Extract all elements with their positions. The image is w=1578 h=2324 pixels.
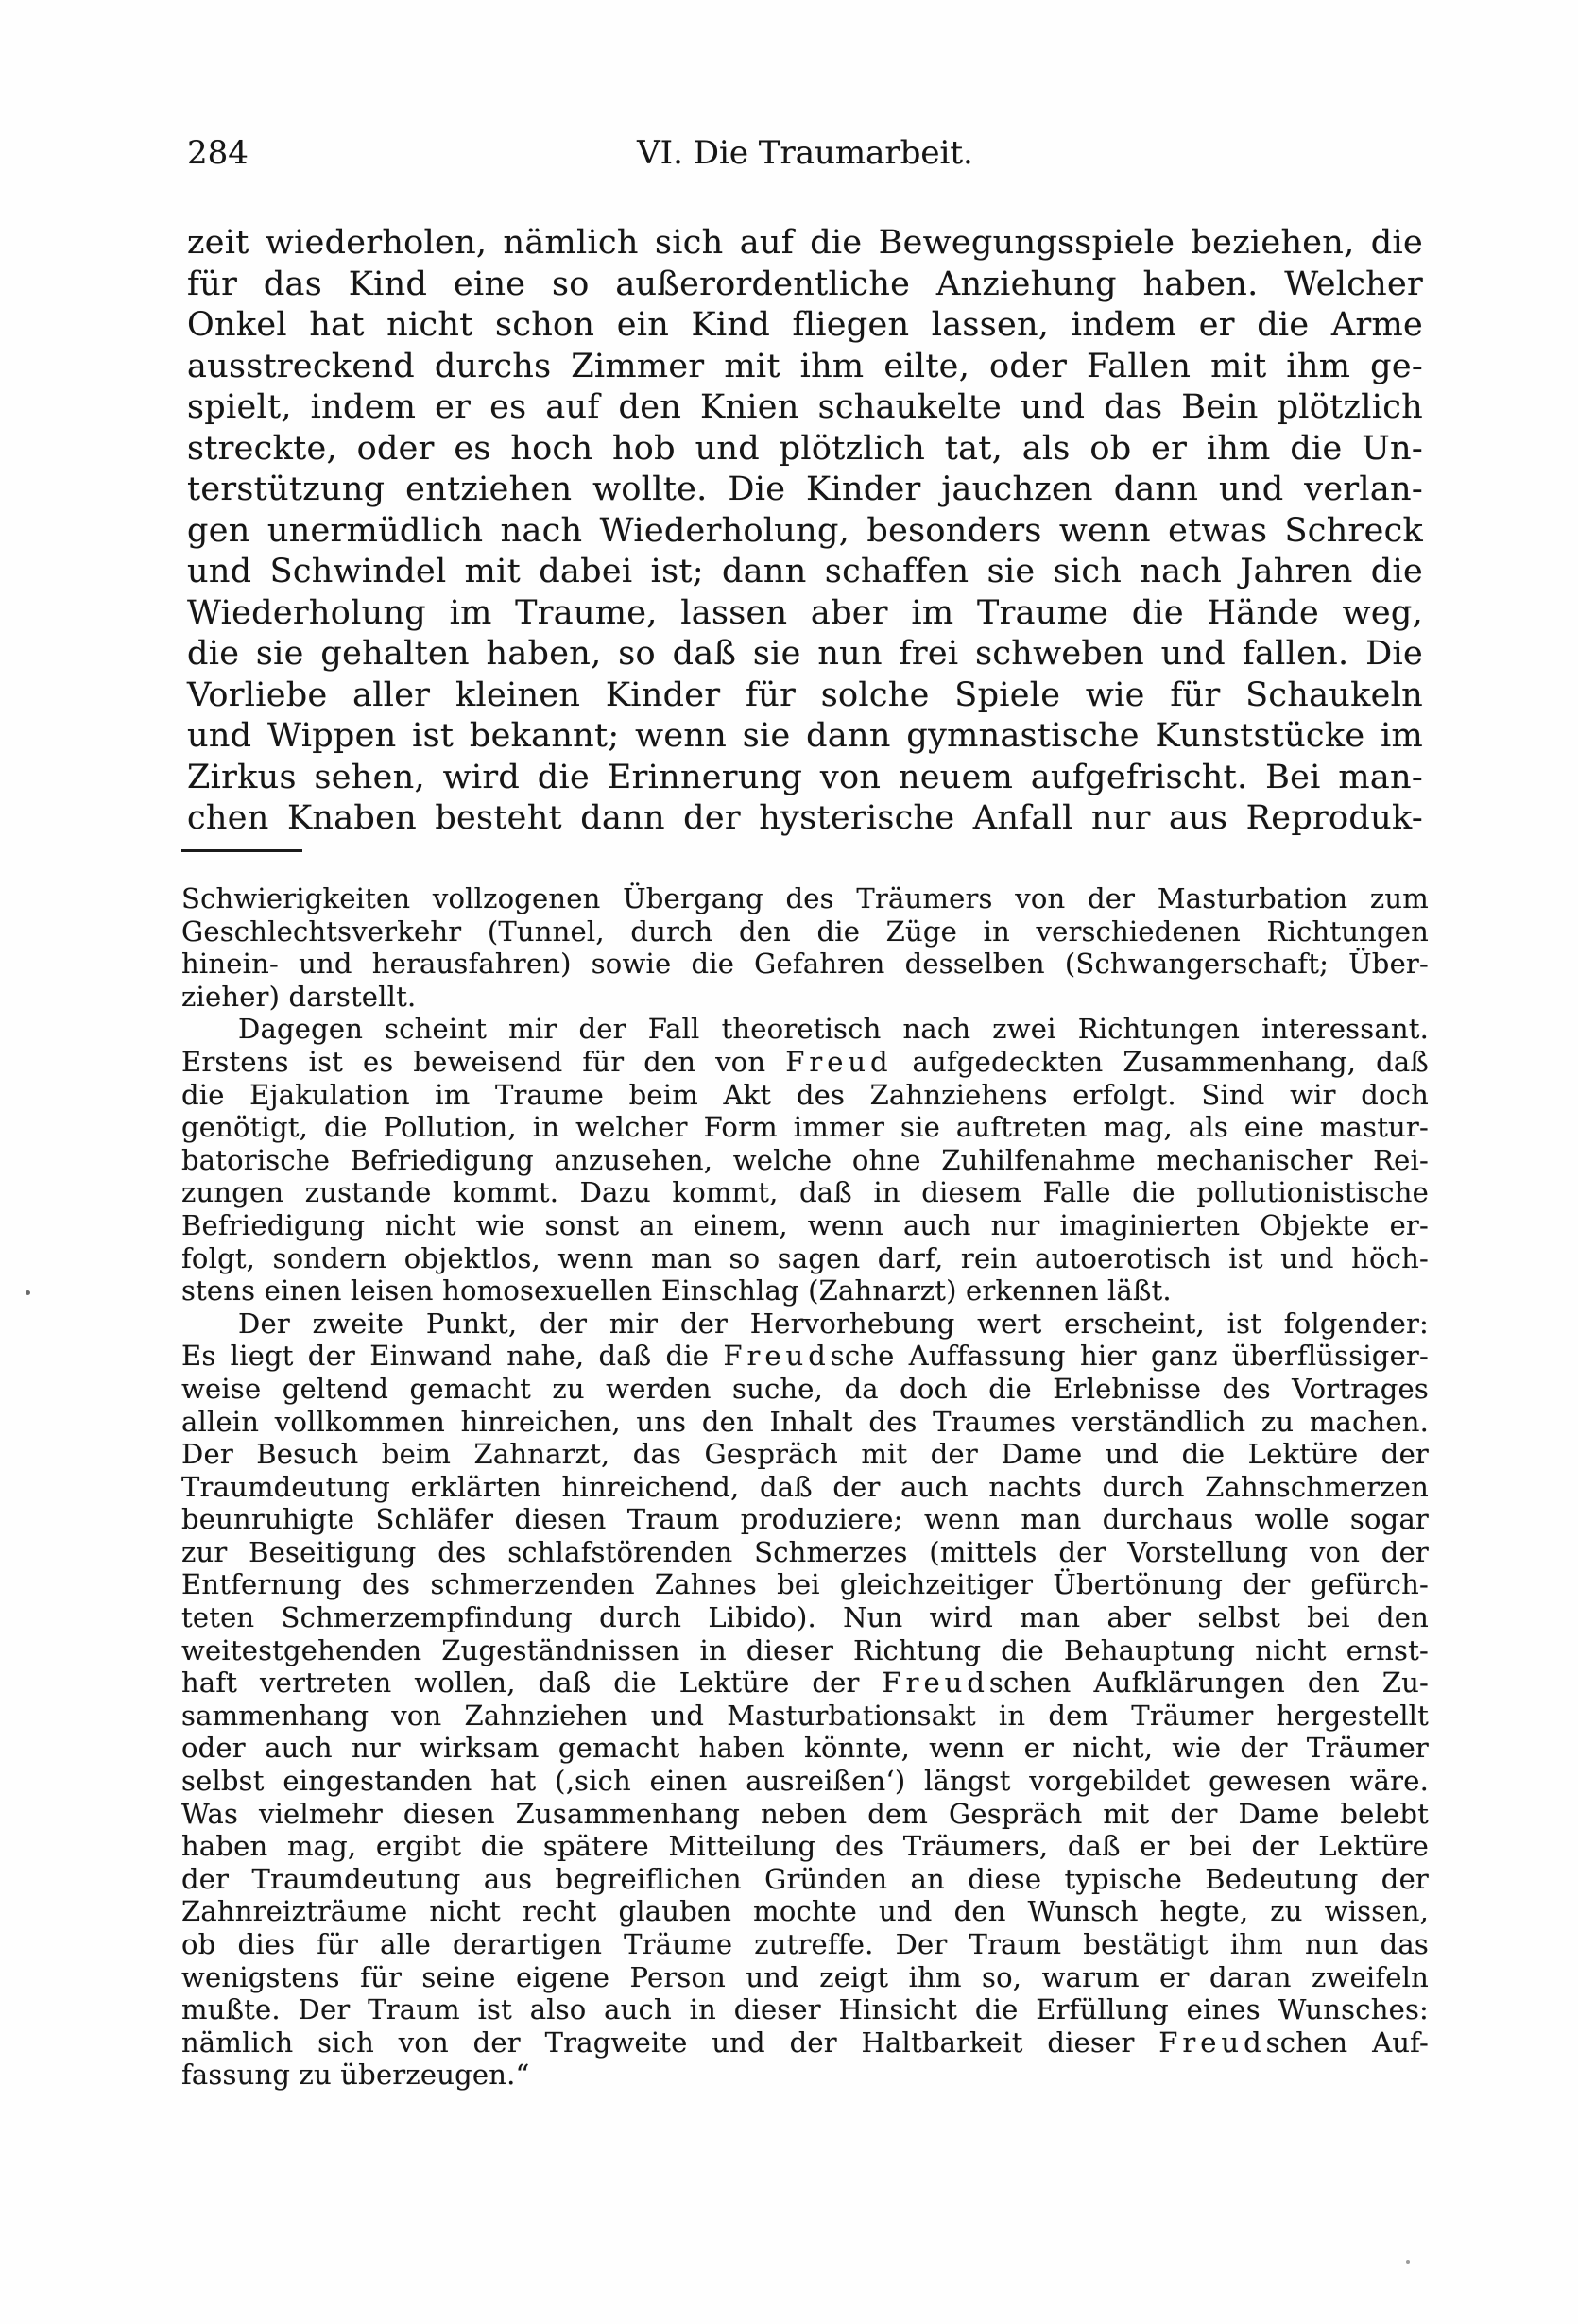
text-line: gen unermüdlich nach Wiederholung, besonders wenn etwas Schreck <box>187 511 1423 550</box>
text-line: oder auch nur wirksam gemacht haben könnte, wenn er nicht, wie der Träumer <box>181 1732 1429 1765</box>
main-text-block <box>187 223 1423 840</box>
text-line: die Ejakulation im Traume beim Akt des Zahnziehens erfolgt. Sind wir doch <box>181 1078 1429 1111</box>
text-line: zieher) darstellt. <box>181 980 417 1013</box>
text-line: allein vollkommen hinreichen, uns den Inhalt des Traumes verständlich zu machen. <box>181 1405 1429 1438</box>
text-line: Zirkus sehen, wird die Erinnerung von neuem aufgefrischt. Bei man- <box>187 758 1423 796</box>
text-line: wenigstens für seine eigene Person und zeigt ihm so, warum er daran zweifeln <box>181 1960 1429 1993</box>
text-line: Entfernung des schmerzenden Zahnes bei gleichzeitiger Übertönung der gefürch- <box>181 1568 1429 1601</box>
text-line: Zahnreizträume nicht recht glauben mochte und den Wunsch hegte, zu wissen, <box>181 1895 1429 1928</box>
text-line: die sie gehalten haben, so daß sie nun frei schweben und fallen. Die <box>187 635 1423 673</box>
text-line: genötigt, die Pollution, in welcher Form immer sie auftreten mag, als eine mastur- <box>181 1111 1429 1144</box>
text-line: Was vielmehr diesen Zusammenhang neben dem Gespräch mit der Dame belebt <box>181 1797 1429 1830</box>
text-line: Dagegen scheint mir der Fall theoretisch nach zwei Richtungen interessant. <box>238 1013 1429 1046</box>
text-line: nämlich sich von der Tragweite und der Haltbarkeit dieser Freudschen Auf- <box>181 2025 1429 2059</box>
running-header <box>185 134 1425 176</box>
text-line: batorische Befriedigung anzusehen, welche ohne Zuhilfenahme mechanischer Rei- <box>181 1143 1429 1176</box>
letterspaced-name: Freud <box>723 1340 831 1373</box>
letterspaced-name: Freud <box>1158 2025 1266 2059</box>
text-line: Befriedigung nicht wie sonst an einem, wenn auch nur imaginierten Objekte er- <box>181 1208 1429 1241</box>
text-line: zur Beseitigung des schlafstörenden Schmerzes (mittels der Vorstellung von der <box>181 1535 1429 1568</box>
text-line: terstützung entziehen wollte. Die Kinder jauchzen dann und verlan- <box>187 470 1423 508</box>
text-line: fassung zu überzeugen.“ <box>181 2059 530 2092</box>
text-line: Erstens ist es beweisend für den von Freud aufgedeckten Zusammenhang, daß <box>181 1045 1429 1078</box>
text-line: Vorliebe aller kleinen Kinder für solche Spiele wie für Schaukeln <box>187 675 1423 714</box>
text-line: ausstreckend durchs Zimmer mit ihm eilte, oder Fallen mit ihm ge- <box>187 347 1423 385</box>
text-line: selbst eingestanden hat (‚sich einen ausreißen‘) längst vorgebildet gewesen wäre. <box>181 1765 1429 1798</box>
page-number: 284 <box>187 134 249 172</box>
text-line: Traumdeutung erklärten hinreichend, daß der auch nachts durch Zahnschmerzen <box>181 1470 1429 1503</box>
text-line: sammenhang von Zahnziehen und Masturbationsakt in dem Träumer hergestellt <box>181 1699 1429 1732</box>
text-line: Es liegt der Einwand nahe, daß die Freudsche Auffassung hier ganz überflüssiger- <box>181 1340 1429 1373</box>
text-line: Onkel hat nicht schon ein Kind fliegen lassen, indem er die Arme <box>187 306 1423 344</box>
footnote-separator-rule <box>181 849 302 852</box>
scan-speck <box>26 1290 30 1295</box>
text-line: Schwierigkeiten vollzogenen Übergang des Träumers von der Masturbation zum <box>181 882 1429 914</box>
text-line: streckte, oder es hoch hob und plötzlich tat, als ob er ihm die Un- <box>187 429 1423 468</box>
text-line: für das Kind eine so außerordentliche Anziehung haben. Welcher <box>187 265 1423 303</box>
text-line: zungen zustande kommt. Dazu kommt, daß in diesem Falle die pollutionistische <box>181 1176 1429 1209</box>
text-line: Der Besuch beim Zahnarzt, das Gespräch mit der Dame und die Lektüre der <box>181 1438 1429 1471</box>
text-line: haben mag, ergibt die spätere Mitteilung des Träumers, daß er bei der Lektüre <box>181 1830 1429 1863</box>
text-line: Geschlechtsverkehr (Tunnel, durch den die Züge in verschiedenen Richtungen <box>181 914 1429 948</box>
text-line: und Wippen ist bekannt; wenn sie dann gymnastische Kunststücke im <box>187 717 1423 755</box>
letterspaced-name: Freud <box>785 1045 893 1078</box>
text-line: beunruhigte Schläfer diesen Traum produziere; wenn man durchaus wolle sogar <box>181 1503 1429 1536</box>
text-line: der Traumdeutung aus begreiflichen Gründen an diese typische Bedeutung der <box>181 1862 1429 1895</box>
scan-speck <box>1406 2260 1410 2264</box>
text-line: Der zweite Punkt, der mir der Hervorhebung wert erscheint, ist folgender: <box>238 1307 1429 1340</box>
text-line: chen Knaben besteht dann der hysterische Anfall nur aus Reproduk- <box>187 799 1423 837</box>
text-line: haft vertreten wollen, daß die Lektüre der Freudschen Aufklärungen den Zu- <box>181 1666 1429 1700</box>
text-line: mußte. Der Traum ist also auch in dieser Hinsicht die Erfüllung eines Wunsches: <box>181 1993 1429 2026</box>
footnote-block <box>181 882 1429 2092</box>
text-line: ob dies für alle derartigen Träume zutreffe. Der Traum bestätigt ihm nun das <box>181 1928 1429 1960</box>
text-line: Wiederholung im Traume, lassen aber im Traume die Hände weg, <box>187 593 1423 632</box>
text-line: hinein- und herausfahren) sowie die Gefahren desselben (Schwangerschaft; Über- <box>181 948 1429 981</box>
text-line: stens einen leisen homosexuellen Einschlag (Zahnarzt) erkennen läßt. <box>181 1274 1172 1307</box>
text-line: folgt, sondern objektlos, wenn man so sagen darf, rein autoerotisch ist und höch- <box>181 1241 1429 1274</box>
text-line: spielt, indem er es auf den Knien schaukelte und das Bein plötzlich <box>187 388 1423 426</box>
text-line: teten Schmerzempfindung durch Libido). Nun wird man aber selbst bei den <box>181 1601 1429 1634</box>
text-line: zeit wiederholen, nämlich sich auf die Bewegungsspiele beziehen, die <box>187 224 1423 262</box>
text-line: weise geltend gemacht zu werden suche, da doch die Erlebnisse des Vortrages <box>181 1372 1429 1405</box>
text-line: und Schwindel mit dabei ist; dann schaffen sie sich nach Jahren die <box>187 553 1423 590</box>
text-line: weitestgehenden Zugeständnissen in dieser Richtung die Behauptung nicht ernst- <box>181 1633 1429 1666</box>
chapter-header-title: VI. Die Traumarbeit. <box>637 134 973 172</box>
letterspaced-name: Freud <box>882 1666 989 1700</box>
